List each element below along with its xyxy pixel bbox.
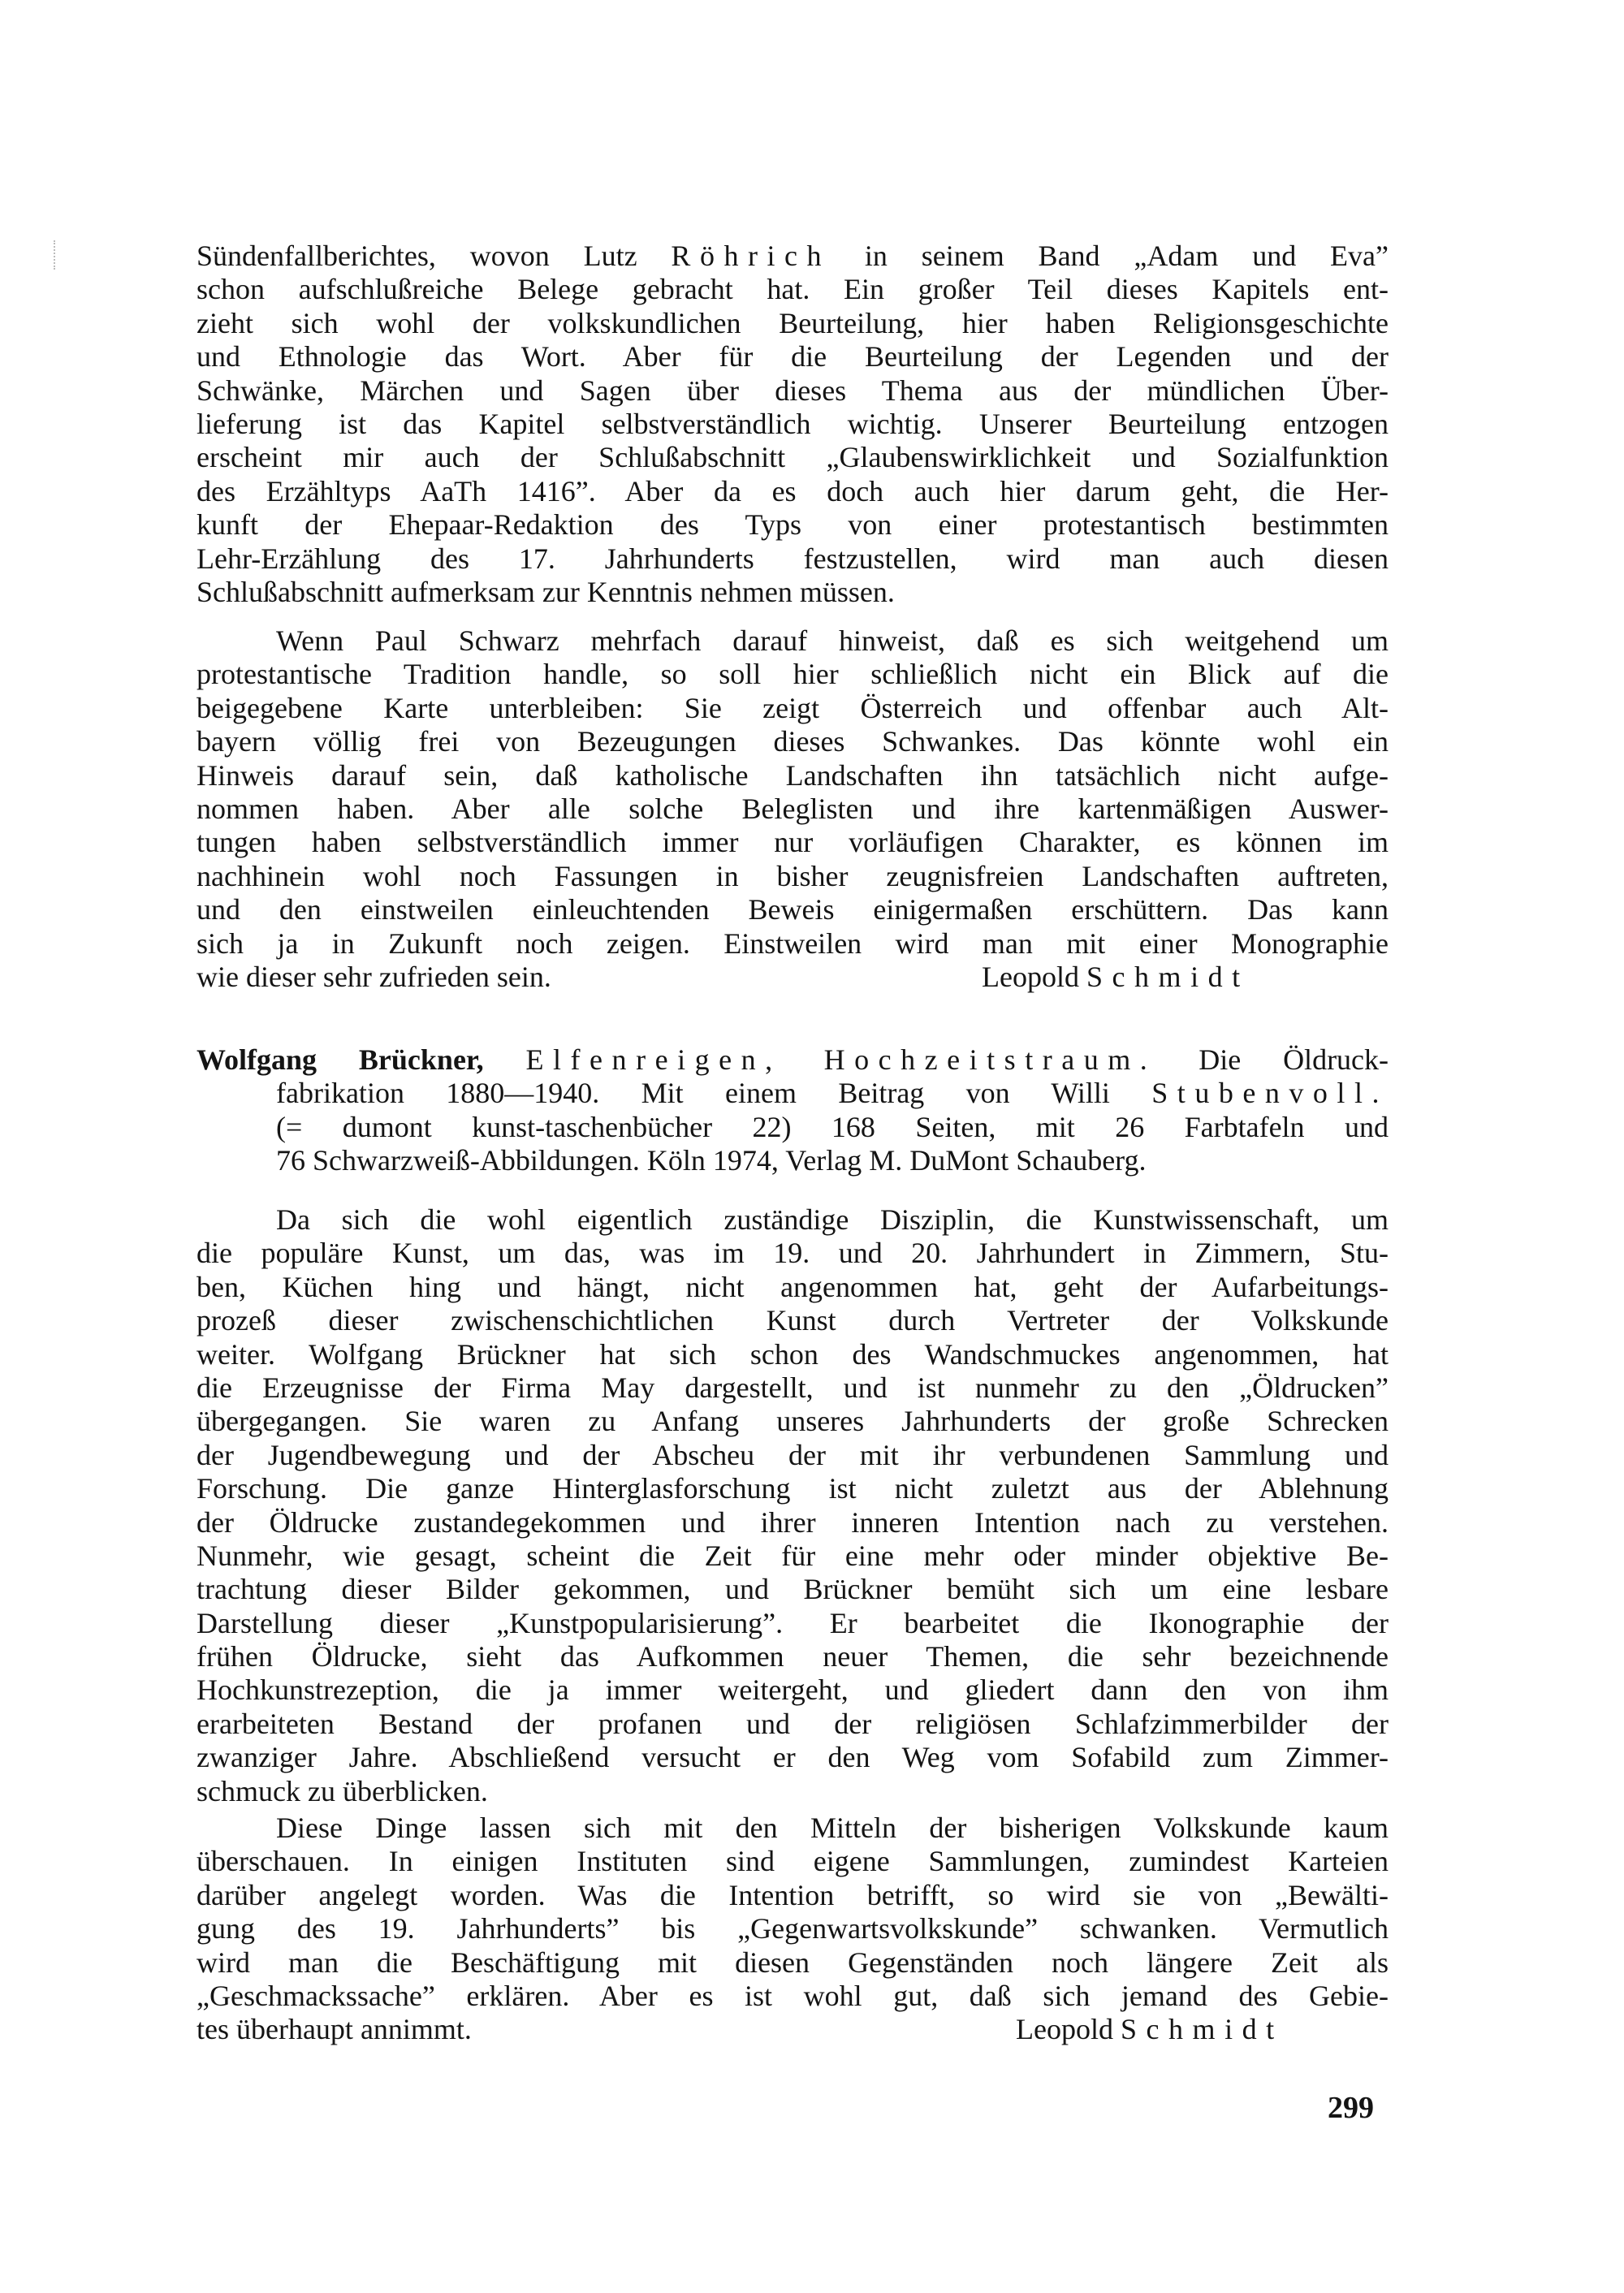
text-line [197,1472,1389,1505]
text-line [197,240,1389,273]
text-line [197,1405,1389,1438]
text-segment: trachtung dieser Bilder gekommen, und Brückner bemüht sich um eine lesbare [197,1573,1389,1606]
text-line [197,927,1389,961]
signature-first-name: Leopold [1016,2013,1121,2046]
text-line [197,725,1389,758]
letterspaced-name: Röhrich [671,240,831,272]
text-line [197,1946,1389,1980]
text-line [197,340,1389,374]
text-segment: überschauen. In einigen Instituten sind eigene Sammlungen, zumindest Karteien [197,1845,1389,1878]
text-line [197,1203,1389,1237]
paragraph-3 [197,1203,1389,1808]
text-segment: Diese Dinge lassen sich mit den Mitteln der bisherigen Volkskunde kaum [276,1812,1389,1844]
text-line [197,1539,1389,1573]
text-line [197,475,1389,508]
text-line [197,1506,1389,1539]
text-segment [782,1043,824,1076]
text-segment: wie dieser sehr zufrieden sein. [197,960,551,993]
text-line [197,1043,1389,1077]
text-line [197,1741,1389,1774]
paragraph-1 [197,240,1389,609]
text-segment: erarbeiteten Bestand der profanen und der religiösen Schlafzimmerbilder der [197,1707,1389,1740]
text-segment: schon aufschlußreiche Belege gebracht hat. Ein großer Teil dieses Kapitels ent- [197,273,1389,306]
text-segment: Hinweis darauf sein, daß katholische Landschaften ihn tatsächlich nicht aufge- [197,758,1389,792]
text-segment: nachhinein wohl noch Fassungen in bisher zeugnisfreien Landschaften auftreten, [197,859,1389,892]
letterspaced-name: Stubenvoll. [1151,1077,1389,1110]
text-line [197,441,1389,474]
text-line [197,1338,1389,1371]
text-segment: beigegebene Karte unterbleiben: Sie zeigt Österreich und offenbar auch Alt- [197,691,1389,724]
text-segment: Wenn Paul Schwarz mehrfach darauf hinweist, daß es sich weitgehend um [276,624,1389,657]
text-line [197,307,1389,340]
letterspaced-name: Elfenreigen, [525,1043,782,1076]
text-segment: zwanziger Jahre. Abschließend versucht er den Weg vom Sofabild zum Zimmer- [197,1741,1389,1774]
text-segment: Darstellung dieser „Kunstpopularisierung”. Er bearbeitet die Ikonographie der [197,1606,1389,1639]
text-line [197,1775,1389,1808]
text-line [197,1304,1389,1337]
text-segment: weiter. Wolfgang Brückner hat sich schon des Wandschmuckes angenommen, hat [197,1337,1389,1371]
text-line [197,692,1389,725]
text-line [197,1879,1389,1912]
review-heading [197,1043,1389,1178]
text-line [197,508,1389,542]
text-segment: des Erzähltyps AaTh 1416”. Aber da es doch auch hier darum geht, die Her- [197,474,1389,507]
text-line [197,1271,1389,1304]
text-line [197,1912,1389,1945]
text-line [197,1673,1389,1707]
text-line [197,1708,1389,1741]
text-segment: gung des 19. Jahrhunderts” bis „Gegenwartsvolkskunde” schwanken. Vermutlich [197,1912,1389,1945]
text-segment: der Öldrucke zustandegekommen und ihrer inneren Intention nach zu verstehen. [197,1505,1389,1539]
text-segment: Sündenfallberichtes, wovon Lutz [197,240,672,272]
text-segment: die populäre Kunst, um das, was im 19. und 20. Jahrhundert in Zimmern, Stu- [197,1237,1389,1270]
text-segment: Da sich die wohl eigentlich zuständige Disziplin, die Kunstwissenschaft, um [276,1203,1389,1236]
text-line [197,1573,1389,1606]
text-segment: darüber angelegt worden. Was die Intention betrifft, so wird sie von „Bewälti- [197,1878,1389,1911]
text-segment: lieferung ist das Kapitel selbstverständlich wichtig. Unserer Beurteilung entzogen [197,407,1389,440]
reviewer-signature [982,961,1389,994]
signature-last-name: Schmidt [1120,2013,1284,2046]
text-segment: der Jugendbewegung und der Abscheu der mit ihr verbundenen Sammlung und [197,1438,1389,1471]
text-line [197,961,1389,994]
text-segment: schmuck zu überblicken. [197,1774,488,1807]
text-segment: kunft der Ehepaar-Redaktion des Typs von einer protestantisch bestimmten [197,508,1389,542]
text-segment: Hochkunstrezeption, die ja immer weitergeht, und gliedert dann den von ihm [197,1673,1389,1707]
letterspaced-name: Hochzeitstraum. [823,1043,1157,1076]
reviewer-signature [1016,2013,1284,2046]
text-segment: 76 Schwarzweiß-Abbildungen. Köln 1974, Verlag M. DuMont Schauberg. [276,1144,1147,1177]
text-line [197,408,1389,441]
text-segment: Schwänke, Märchen und Sagen über dieses Thema aus der mündlichen Über- [197,374,1389,407]
text-line [197,576,1389,609]
text-line [197,1371,1389,1405]
signature-first-name: Leopold [982,960,1086,993]
text-line [197,792,1389,826]
text-segment: und den einstweilen einleuchtenden Beweis einigermaßen erschüttern. Das kann [197,893,1389,926]
text-line [197,273,1389,306]
text-segment: protestantische Tradition handle, so soll hier schließlich nicht ein Blick auf die [197,658,1389,691]
text-segment: nommen haben. Aber alle solche Beleglisten und ihre kartenmäßigen Auswer- [197,792,1389,825]
text-segment: ben, Küchen hing und hängt, nicht angenommen hat, geht der Aufarbeitungs- [197,1270,1389,1303]
text-segment: fabrikation 1880—1940. Mit einem Beitrag von Willi [276,1077,1152,1110]
text-segment: Lehr-Erzählung des 17. Jahrhunderts festzustellen, wird man auch diesen [197,542,1389,575]
signature-last-name: Schmidt [1086,960,1250,993]
text-line [197,860,1389,893]
text-line [197,759,1389,792]
scan-margin-mark [54,240,57,270]
paragraph-2 [197,624,1389,994]
text-line [197,893,1389,926]
page-number: 299 [1328,2091,1374,2125]
text-segment: Schlußabschnitt aufmerksam zur Kenntnis nehmen müssen. [197,575,895,608]
text-segment: erscheint mir auch der Schlußabschnitt „Glaubenswirklichkeit und Sozialfunktion [197,441,1389,474]
text-line [197,1077,1389,1110]
text-line [197,1144,1389,1177]
text-line [197,2013,1389,2046]
text-segment: (= dumont kunst-taschenbücher 22) 168 Seiten, mit 26 Farbtafeln und [276,1110,1389,1143]
text-line [197,542,1389,576]
text-segment: zieht sich wohl der volkskundlichen Beurteilung, hier haben Religionsgeschichte [197,306,1389,339]
text-line [197,826,1389,859]
text-line [197,624,1389,658]
text-line [197,1812,1389,1845]
text-segment: Forschung. Die ganze Hinterglasforschung ist nicht zuletzt aus der Ablehnung [197,1472,1389,1505]
text-line [197,1640,1389,1673]
author-name: Wolfgang Brückner, [197,1043,484,1076]
text-segment: „Geschmackssache” erklären. Aber es ist wohl gut, daß sich jemand des Gebie- [197,1979,1389,2012]
text-segment: übergegangen. Sie waren zu Anfang unseres Jahrhunderts der große Schrecken [197,1405,1389,1438]
text-segment: tungen haben selbstverständlich immer nur vorläufigen Charakter, es können im [197,826,1389,859]
text-segment: prozeß dieser zwischenschichtlichen Kunst durch Vertreter der Volkskunde [197,1304,1389,1337]
text-segment: tes überhaupt annimmt. [197,2013,472,2046]
text-segment: sich ja in Zukunft noch zeigen. Einstweilen wird man mit einer Monographie [197,926,1389,960]
text-segment: und Ethnologie das Wort. Aber für die Beurteilung der Legenden und der [197,340,1389,374]
text-line [197,374,1389,408]
text-segment: in seinem Band „Adam und Eva” [831,240,1389,272]
text-line [197,1980,1389,2013]
text-segment: bayern völlig frei von Bezeugungen dieses Schwankes. Das könnte wohl ein [197,725,1389,758]
text-line [197,1845,1389,1878]
text-line [197,1607,1389,1640]
text-segment: Nunmehr, wie gesagt, scheint die Zeit für eine mehr oder minder objektive Be- [197,1539,1389,1572]
paragraph-4 [197,1812,1389,2047]
text-segment: Die Öldruck- [1156,1043,1389,1076]
text-segment: wird man die Beschäftigung mit diesen Gegenständen noch längere Zeit als [197,1945,1389,1979]
text-segment [484,1043,526,1076]
text-segment: die Erzeugnisse der Firma May dargestellt, und ist nunmehr zu den „Öldrucken” [197,1371,1389,1404]
text-segment: frühen Öldrucke, sieht das Aufkommen neuer Themen, die sehr bezeichnende [197,1640,1389,1673]
text-line [197,658,1389,691]
text-line [197,1439,1389,1472]
text-line [197,1237,1389,1270]
text-line [197,1111,1389,1144]
